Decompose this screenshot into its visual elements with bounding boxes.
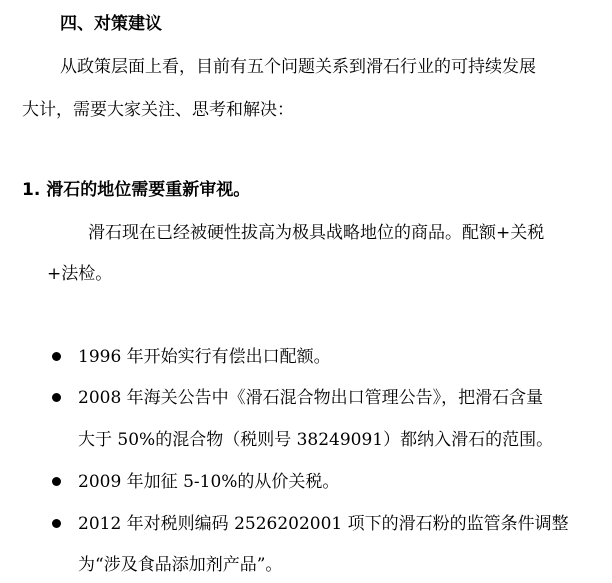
bullet-dot-icon [52, 393, 61, 402]
intro-paragraph-line-2: 大计，需要大家关注、思考和解决： [22, 100, 294, 120]
bullet-dot-icon [52, 519, 61, 528]
bullet-1-text: 1996 年开始实行有偿出口配额。 [78, 347, 331, 367]
bullet-2-text-line-2: 大于 50%的混合物（税则号 38249091）都纳入滑石的范围。 [78, 430, 554, 450]
section-heading: 四、对策建议 [60, 14, 162, 34]
bullet-4-text-line-2: 为“涉及食品添加剂产品”。 [78, 555, 283, 575]
bullet-4-text-line-1: 2012 年对税则编码 2526202001 项下的滑石粉的监管条件调整 [78, 514, 569, 534]
item-1-paragraph-line-2: +法检。 [47, 264, 113, 284]
bullet-3-text: 2009 年加征 5-10%的从价关税。 [78, 472, 340, 492]
item-1-heading: 1. 滑石的地位需要重新审视。 [22, 180, 251, 200]
item-1-paragraph-line-1: 滑石现在已经被硬性拔高为极具战略地位的商品。配额+关税 [88, 223, 545, 243]
bullet-dot-icon [52, 352, 61, 361]
bullet-dot-icon [52, 477, 61, 486]
bullet-2-text-line-1: 2008 年海关公告中《滑石混合物出口管理公告》，把滑石含量 [78, 388, 544, 408]
intro-paragraph-line-1: 从政策层面上看，目前有五个问题关系到滑石行业的可持续发展 [60, 57, 536, 77]
